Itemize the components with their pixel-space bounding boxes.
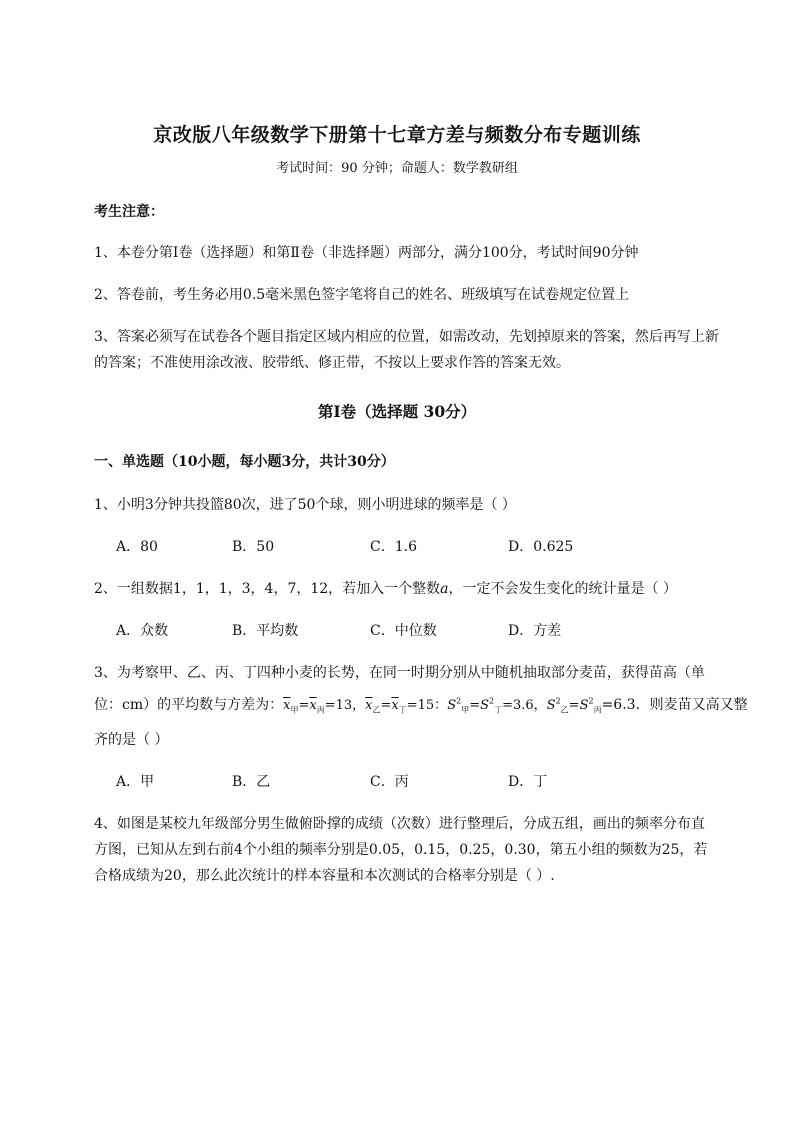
subscript: 甲 — [290, 705, 299, 715]
note-item-3-cont: 的答案；不准使用涂改液、胶带纸、修正带，不按以上要求作答的答案无效。 — [94, 355, 570, 371]
q3-option-a[interactable]: A．甲 — [116, 774, 155, 790]
exam-info: 考试时间：90 分钟；命题人：数学教研组 — [276, 161, 518, 176]
subscript: 乙 — [372, 705, 381, 715]
question-3-line-2 — [94, 694, 748, 716]
subscript: 甲 — [461, 705, 470, 715]
note-item-1: 1、本卷分第Ⅰ卷（选择题）和第Ⅱ卷（非选择题）两部分，满分100分，考试时间90分钟 — [94, 245, 639, 261]
mean-value: =13， — [324, 698, 366, 713]
subscript: 丁 — [398, 705, 407, 715]
question-3-line-1: 3、为考察甲、乙、丙、丁四种小麦的长势，在同一时期分别从中随机抽取部分麦苗，获得苗高（单 — [94, 665, 705, 681]
question-3-line-3: 齐的是（ ） — [94, 732, 169, 748]
subscript: 丙 — [593, 705, 602, 715]
q2-variable: a — [440, 581, 449, 597]
q1-option-d[interactable]: D．0.625 — [508, 539, 574, 555]
variance-symbol: S — [546, 698, 556, 713]
variance-value: =3.6， — [502, 698, 547, 713]
q2-option-d[interactable]: D．方差 — [508, 623, 562, 639]
q1-option-c[interactable]: C．1.6 — [370, 539, 417, 555]
notes-heading: 考生注意： — [94, 204, 164, 220]
question-4-line-1: 4、如图是某校九年级部分男生做俯卧撑的成绩（次数）进行整理后，分成五组，画出的频率分布直 — [94, 816, 705, 832]
q3-line2-start: 位：cm）的平均数与方差为： — [94, 697, 284, 713]
subscript: 丙 — [316, 705, 325, 715]
q2-text-before: 2、一组数据1，1，1，3，4，7，12，若加入一个整数 — [94, 581, 441, 597]
variance-symbol: S — [480, 698, 489, 713]
q1-option-a[interactable]: A．80 — [116, 539, 158, 555]
q3-option-d[interactable]: D．丁 — [508, 774, 548, 790]
variance-symbol: S — [447, 698, 457, 713]
q3-line2-end: =6.3．则麦苗又高又整 — [601, 697, 748, 713]
superscript: 2 — [456, 696, 462, 706]
superscript: 2 — [555, 696, 561, 706]
q2-option-c[interactable]: C．中位数 — [370, 623, 437, 639]
question-4-line-2: 方图，已知从左到右前4个小组的频率分别是0.05，0.15，0.25，0.30，第五小组的频数为25，若 — [94, 842, 708, 858]
question-4-line-3: 合格成绩为20，那么此次统计的样本容量和本次测试的合格率分别是（ ）. — [94, 868, 555, 884]
subscript: 乙 — [560, 705, 569, 715]
superscript: 2 — [489, 696, 495, 706]
question-1-text: 1、小明3分钟共投篮80次，进了50个球，则小明进球的频率是（ ） — [94, 497, 516, 513]
superscript: 2 — [588, 696, 594, 706]
mean-symbol: $\overline{x}$ — [365, 698, 373, 713]
q2-option-b[interactable]: B．平均数 — [232, 623, 299, 639]
page-title: 京改版八年级数学下册第十七章方差与频数分布专题训练 — [153, 124, 641, 146]
mean-symbol: $\overline{x}$ — [309, 698, 317, 713]
part-heading: 一、单选题（10小题，每小题3分，共计30分） — [94, 454, 395, 470]
q2-text-after: ，一定不会发生变化的统计量是（ ） — [448, 581, 677, 597]
mean-symbol: $\overline{x}$ — [283, 698, 291, 713]
mean-value: =15： — [406, 698, 448, 713]
q3-option-c[interactable]: C．丙 — [370, 774, 409, 790]
mean-symbol: $\overline{x}$ — [391, 698, 399, 713]
question-2-text — [94, 578, 677, 598]
q3-option-b[interactable]: B．乙 — [232, 774, 271, 790]
q1-option-b[interactable]: B．50 — [232, 539, 275, 555]
variance-symbol: S — [579, 698, 589, 713]
q3-mean-formula: $\overline{x}_甲=\overline{x}_丙=13$，$\overline{x}_乙=\overline{x}_丁=15$：$S^2_甲=S^2_丁=3.6$，$S^2_乙=S^2_丙$ — [283, 696, 602, 715]
note-item-3: 3、答案必须写在试卷各个题目指定区域内相应的位置，如需改动，先划掉原来的答案，然后再写上新 — [94, 329, 719, 345]
section-title: 第Ⅰ卷（选择题 30分） — [317, 402, 477, 421]
q2-option-a[interactable]: A．众数 — [116, 623, 169, 639]
subscript: 丁 — [494, 705, 503, 715]
note-item-2: 2、答卷前，考生务必用0.5毫米黑色签字笔将自己的姓名、班级填写在试卷规定位置上 — [94, 287, 630, 303]
